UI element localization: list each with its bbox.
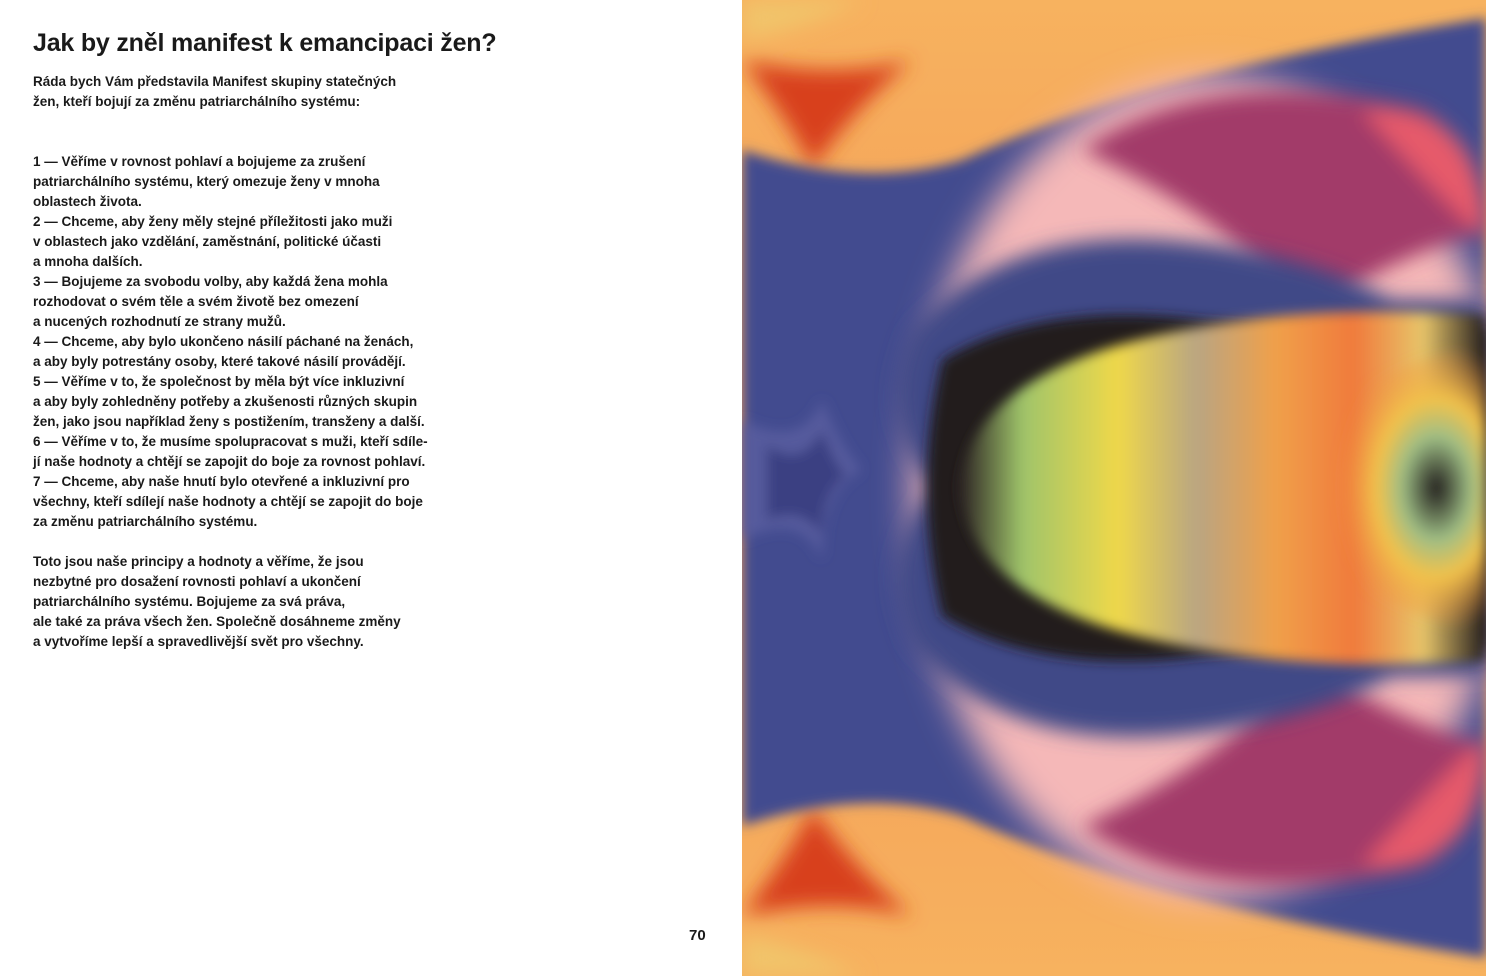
- manifest-line: za změnu patriarchálního systému.: [33, 514, 258, 529]
- outro-line: a vytvoříme lepší a spravedlivější svět pro všechny.: [33, 634, 364, 649]
- manifest-line: 6 — Věříme v to, že musíme spolupracovat s muži, kteří sdíle-: [33, 434, 428, 449]
- artwork-illustration: [742, 0, 1486, 976]
- manifest-line: všechny, kteří sdílejí naše hodnoty a chtějí se zapojit do boje: [33, 494, 423, 509]
- page-title: Jak by zněl manifest k emancipaci žen?: [33, 29, 497, 57]
- manifest-line: 5 — Věříme v to, že společnost by měla být více inkluzivní: [33, 374, 405, 389]
- intro-line: Ráda bych Vám představila Manifest skupiny statečných: [33, 74, 397, 89]
- manifest-line: a aby byly potrestány osoby, které takové násilí provádějí.: [33, 354, 406, 369]
- intro-line: žen, kteří bojují za změnu patriarchálního systému:: [33, 94, 361, 109]
- manifest-line: 1 — Věříme v rovnost pohlaví a bojujeme za zrušení: [33, 154, 366, 169]
- manifest-line: oblastech života.: [33, 194, 142, 209]
- manifest-line: patriarchálního systému, který omezuje ženy v mnoha: [33, 174, 380, 189]
- manifest-line: a aby byly zohledněny potřeby a zkušenosti různých skupin: [33, 394, 418, 409]
- manifest-items: [33, 152, 453, 532]
- outro-line: ale také za práva všech žen. Společně dosáhneme změny: [33, 614, 401, 629]
- manifest-line: 4 — Chceme, aby bylo ukončeno násilí páchané na ženách,: [33, 334, 414, 349]
- manifest-text: [33, 72, 453, 652]
- manifest-line: jí naše hodnoty a chtějí se zapojit do boje za rovnost pohlaví.: [33, 454, 426, 469]
- manifest-line: žen, jako jsou například ženy s postižením, transženy a další.: [33, 414, 425, 429]
- outro-line: nezbytné pro dosažení rovnosti pohlaví a ukončení: [33, 574, 361, 589]
- intro-paragraph: [33, 72, 453, 112]
- manifest-line: 3 — Bojujeme za svobodu volby, aby každá žena mohla: [33, 274, 388, 289]
- manifest-line: 7 — Chceme, aby naše hnutí bylo otevřené a inkluzivní pro: [33, 474, 410, 489]
- manifest-line: 2 — Chceme, aby ženy měly stejné příležitosti jako muži: [33, 214, 393, 229]
- page-number: 70: [689, 927, 706, 944]
- outro-paragraph: [33, 552, 453, 652]
- manifest-line: rozhodovat o svém těle a svém životě bez omezení: [33, 294, 359, 309]
- manifest-line: a mnoha dalších.: [33, 254, 143, 269]
- manifest-line: v oblastech jako vzdělání, zaměstnání, politické účasti: [33, 234, 382, 249]
- outro-line: Toto jsou naše principy a hodnoty a věříme, že jsou: [33, 554, 364, 569]
- abstract-artwork: [742, 0, 1486, 976]
- outro-line: patriarchálního systému. Bojujeme za svá práva,: [33, 594, 346, 609]
- manifest-line: a nucených rozhodnutí ze strany mužů.: [33, 314, 286, 329]
- left-page: [0, 0, 742, 976]
